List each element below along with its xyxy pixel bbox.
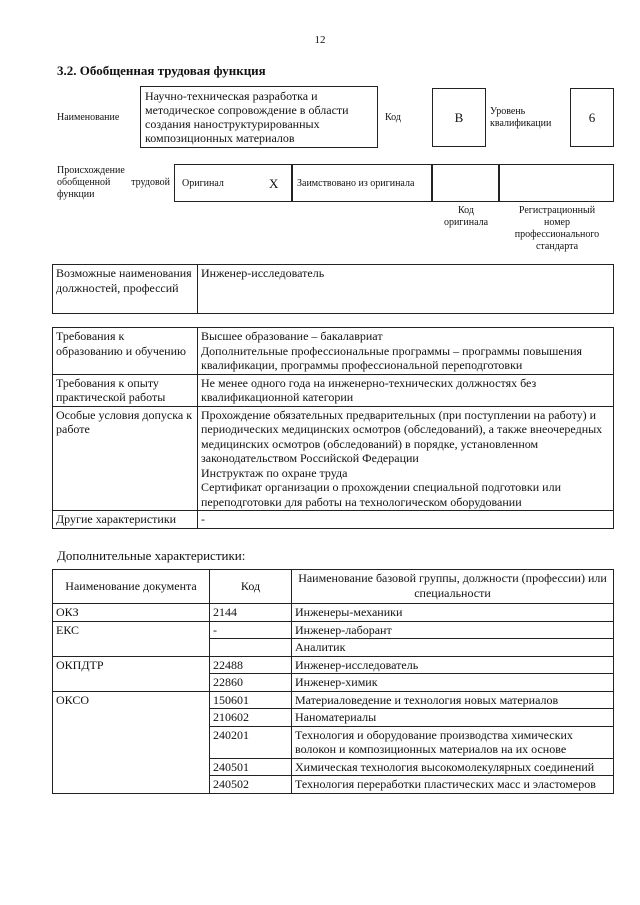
name-cell: Материаловедение и технология новых материалов xyxy=(292,691,614,709)
doc-cell: ОКЗ xyxy=(53,604,210,622)
requirement-label: Другие характеристики xyxy=(53,511,198,529)
positions-label: Возможные наименования должностей, профессий xyxy=(53,265,198,314)
original-box xyxy=(174,164,292,202)
requirement-row xyxy=(53,406,614,511)
level-value: 6 xyxy=(588,110,596,125)
name-cell: Инженеры-механики xyxy=(292,604,614,622)
requirement-line: Сертификат организации о прохождении специальной подготовки или переподготовки для работы на технологическом оборудовании xyxy=(201,480,562,509)
name-cell: Инженер-исследователь xyxy=(292,656,614,674)
reg-number-caption: Регистрационный номер профессионального стандарта xyxy=(514,205,600,252)
requirements-table xyxy=(52,327,614,529)
name-label: Наименование xyxy=(57,112,120,123)
doc-cell: ОКСО xyxy=(53,691,210,793)
borrowed-box xyxy=(292,164,432,202)
requirement-value xyxy=(198,374,614,406)
requirement-line: Не менее одного года на инженерно-технических должностях без квалификационной категории xyxy=(201,375,537,404)
level-label: Уровень квалификации xyxy=(490,106,552,129)
name-cell: Инженер-лаборант xyxy=(292,621,614,639)
name-value: Научно-техническая разработка и методическое сопровождение в области создания наноструктурированных композиционных материалов xyxy=(145,89,349,145)
requirement-line: Прохождение обязательных предварительных (при поступлении на работу) и периодических медицинских осмотров (обследований), а также внеочередных медицинских осмотров (обследований) в порядке, установленном законодательством Российской Федерации xyxy=(201,407,603,465)
name-cell: Инженер-химик xyxy=(292,674,614,692)
name-value-box xyxy=(140,86,378,148)
requirement-value xyxy=(198,406,614,511)
requirement-line: Высшее образование – бакалавриат xyxy=(201,329,383,343)
positions-value: Инженер-исследователь xyxy=(198,265,614,314)
table-row xyxy=(53,656,614,674)
header-name: Наименование базовой группы, должности (профессии) или специальности xyxy=(292,570,614,604)
table-row xyxy=(53,604,614,622)
table-row xyxy=(53,691,614,709)
header-document: Наименование документа xyxy=(53,570,210,604)
requirement-line: - xyxy=(201,512,205,526)
code-original-box xyxy=(432,164,499,202)
name-cell: Аналитик xyxy=(292,639,614,657)
table-row xyxy=(53,621,614,639)
positions-table xyxy=(52,264,614,314)
doc-cell: ОКПДТР xyxy=(53,656,210,691)
name-cell: Технология и оборудование производства химических волокон и композиционных материалов на их основе xyxy=(292,726,614,758)
name-cell: Химическая технология высокомолекулярных соединений xyxy=(292,758,614,776)
requirement-row xyxy=(53,328,614,375)
requirement-value xyxy=(198,328,614,375)
code-cell: 2144 xyxy=(210,604,292,622)
reg-number-box xyxy=(499,164,614,202)
code-cell: 22860 xyxy=(210,674,292,692)
header-code: Код xyxy=(210,570,292,604)
name-cell: Технология переработки пластических масс и эластомеров xyxy=(292,776,614,794)
origin-label: Происхождение обобщенной трудовой функции xyxy=(57,165,170,200)
requirement-value xyxy=(198,511,614,529)
requirement-label: Требования к опыту практической работы xyxy=(53,374,198,406)
requirement-line: Инструктаж по охране труда xyxy=(201,465,348,480)
section-title: 3.2. Обобщенная трудовая функция xyxy=(57,63,266,78)
doc-cell: ЕКС xyxy=(53,621,210,656)
name-cell: Наноматериалы xyxy=(292,709,614,727)
additional-table xyxy=(52,569,614,794)
code-value: B xyxy=(454,110,464,125)
code-cell: 22488 xyxy=(210,656,292,674)
code-cell: 210602 xyxy=(210,709,292,727)
code-label: Код xyxy=(385,112,401,123)
original-label: Оригинал xyxy=(182,178,224,189)
code-cell: 240501 xyxy=(210,758,292,776)
code-cell: 240502 xyxy=(210,776,292,794)
code-cell: 240201 xyxy=(210,726,292,758)
additional-title: Дополнительные характеристики: xyxy=(57,548,246,563)
code-cell: - xyxy=(210,621,292,639)
code-original-caption: Код оригинала xyxy=(443,205,489,228)
borrowed-label: Заимствовано из оригинала xyxy=(297,178,415,189)
code-cell xyxy=(210,639,292,657)
requirement-label: Особые условия допуска к работе xyxy=(53,406,198,511)
requirement-label: Требования к образованию и обучению xyxy=(53,328,198,375)
requirement-line: Дополнительные профессиональные программы – программы повышения квалификации, программы профессиональной переподготовки xyxy=(201,343,583,372)
requirement-row xyxy=(53,374,614,406)
requirement-row xyxy=(53,511,614,529)
code-cell: 150601 xyxy=(210,691,292,709)
page-number: 12 xyxy=(314,34,326,46)
code-value-box xyxy=(432,88,486,147)
original-mark: X xyxy=(269,176,279,191)
level-value-box xyxy=(570,88,614,147)
